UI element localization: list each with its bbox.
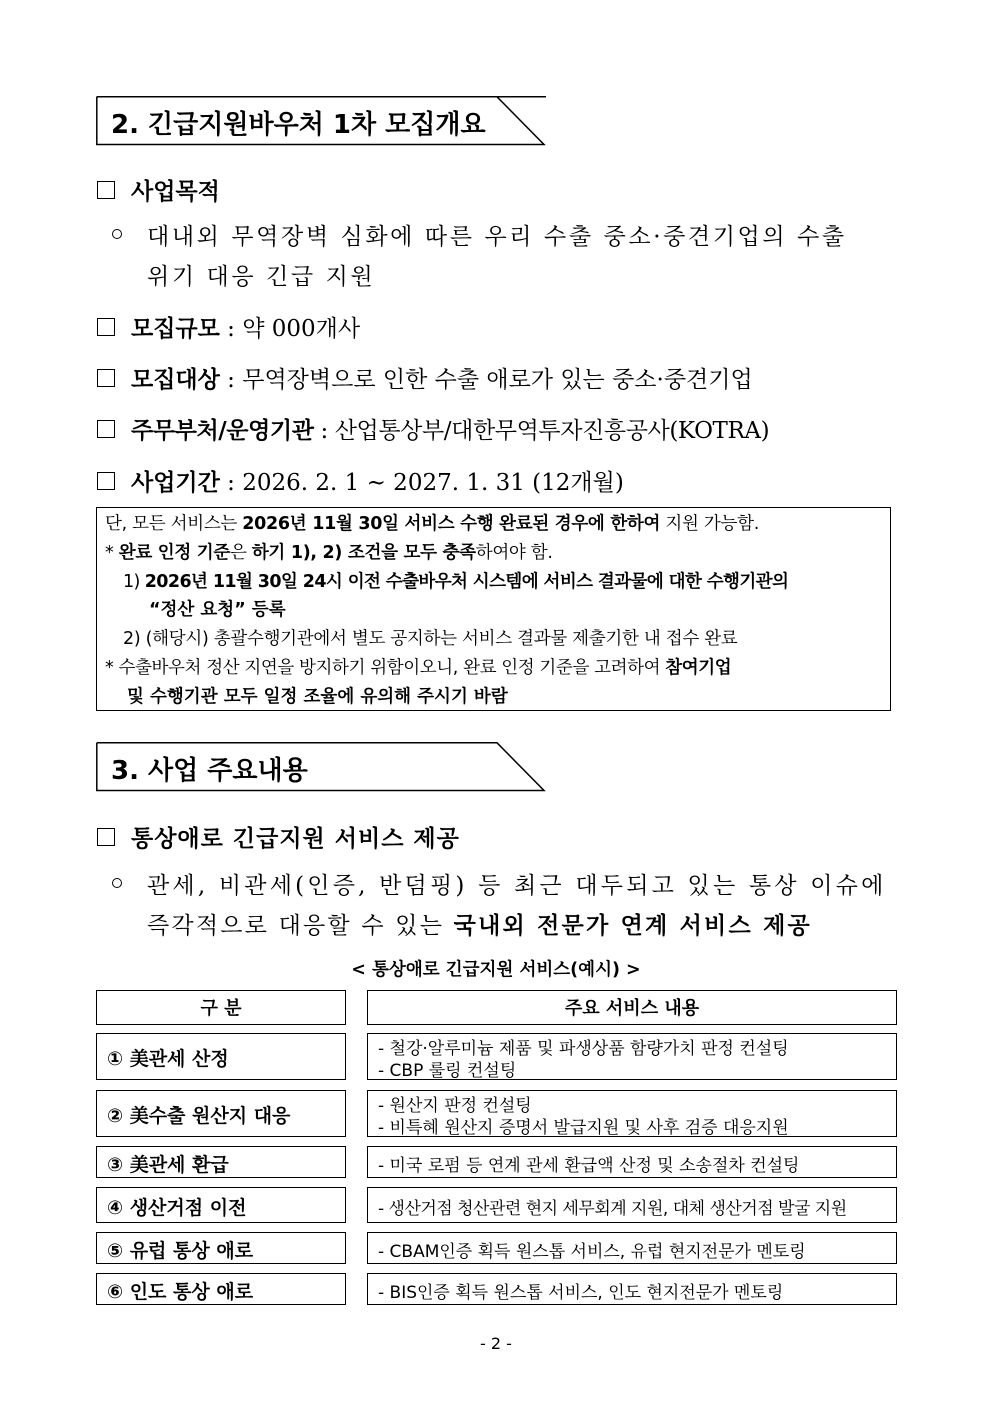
purpose-label: 사업목적: [131, 178, 220, 205]
notice-emphasis: 참여기업: [665, 658, 732, 678]
checkbox-square-icon: [97, 472, 115, 490]
period-value: : 2026. 2. 1 ~ 2027. 1. 31 (12개월): [219, 470, 624, 496]
desc-text: 즉각적으로 대응할 수 있는: [147, 913, 454, 939]
org-row: [131, 412, 769, 445]
table-row-label: [96, 1090, 346, 1137]
table-row-detail: [367, 1187, 897, 1223]
notice-line-2: [105, 539, 553, 564]
purpose-line-2: 위기 대응 긴급 지원: [147, 264, 376, 290]
notice-text: * 수출바우처 정산 지연을 방지하기 위함이오니, 완료 인정 기준을 고려하여: [105, 658, 666, 678]
table-row-detail: [367, 1273, 897, 1305]
row-detail-text: - CBAM인증 획득 원스톱 서비스, 유럽 현지전문가 멘토링: [378, 1242, 806, 1262]
service-desc-line-2: [147, 907, 812, 940]
table-header-category: [96, 990, 346, 1025]
row-detail-text: - BIS인증 획득 원스톱 서비스, 인도 현지전문가 멘토링: [378, 1283, 784, 1303]
notice-line-6: [105, 654, 731, 679]
notice-line-5: 2) (해당시) 총괄수행기관에서 별도 공지하는 서비스 결과물 제출기한 내 접수 완료: [123, 629, 738, 649]
service-desc-line-1: 관세, 비관세(인증, 반덤핑) 등 최근 대두되고 있는 통상 이슈에: [147, 873, 887, 899]
table-caption: < 통상애로 긴급지원 서비스(예시) >: [351, 960, 641, 980]
notice-text: *: [105, 543, 119, 563]
table-row-label: [96, 1273, 346, 1305]
notice-box: [96, 507, 891, 711]
checkbox-square-icon: [97, 420, 115, 438]
target-value: : 무역장벽으로 인한 수출 애로가 있는 중소·중견기업: [219, 367, 753, 393]
row-label-text: ① 美관세 산정: [107, 1048, 229, 1070]
notice-emphasis: 2026년 11월 30일 서비스 수행 완료된 경우에 한하여: [242, 514, 661, 534]
section-3-title: 3. 사업 주요내용: [111, 756, 308, 786]
scale-row: [131, 310, 360, 343]
checkbox-square-icon: [97, 181, 115, 199]
header-text: 주요 서비스 내용: [564, 998, 700, 1019]
table-row-detail: [367, 1146, 897, 1178]
notice-text: 은: [229, 543, 252, 563]
section-2-heading: [96, 96, 546, 144]
period-label: 사업기간: [131, 469, 220, 496]
header-text: 구 분: [200, 998, 242, 1019]
table-header-content: [367, 990, 897, 1025]
purpose-line-1: 대내외 무역장벽 심화에 따른 우리 수출 중소·중견기업의 수출: [147, 224, 847, 250]
row-label-text: ③ 美관세 환급: [107, 1154, 229, 1176]
period-row: [131, 464, 624, 497]
row-label-text: ⑤ 유럽 통상 애로: [107, 1240, 254, 1262]
scale-label: 모집규모: [131, 315, 220, 342]
table-row-detail: [367, 1232, 897, 1264]
table-row-label: [96, 1146, 346, 1178]
row-detail-text: - 생산거점 청산관련 현지 세무회계 지원, 대체 생산거점 발굴 지원: [378, 1199, 847, 1219]
checkbox-square-icon: [97, 369, 115, 387]
desc-emphasis: 국내외 전문가 연계 서비스 제공: [453, 912, 812, 939]
table-row-label: [96, 1232, 346, 1264]
checkbox-square-icon: [97, 318, 115, 336]
table-row-label: [96, 1033, 346, 1080]
table-row-detail: [367, 1090, 897, 1137]
target-row: [131, 361, 753, 394]
notice-line-7: 및 수행기관 모두 일정 조율에 유의해 주시기 바람: [127, 687, 508, 707]
row-detail-text: - 비특혜 원산지 증명서 발급지원 및 사후 검증 대응지원: [378, 1118, 789, 1138]
row-label-text: ⑥ 인도 통상 애로: [107, 1281, 254, 1303]
bullet-circle-icon: [112, 878, 122, 888]
checkbox-square-icon: [97, 828, 115, 846]
notice-text: 하여야 함.: [475, 543, 553, 563]
section-3-heading: [96, 742, 546, 790]
notice-text: 1): [123, 572, 145, 592]
row-label-text: ④ 생산거점 이전: [107, 1197, 247, 1219]
notice-line-1: [105, 510, 759, 535]
service-label: 통상애로 긴급지원 서비스 제공: [131, 825, 460, 852]
notice-line-3: [123, 568, 788, 593]
notice-line-4: “정산 요청” 등록: [149, 600, 286, 620]
bullet-circle-icon: [112, 229, 122, 239]
scale-value: : 약 000개사: [219, 316, 361, 342]
notice-text: 지원 가능함.: [660, 514, 759, 534]
table-row-detail: [367, 1033, 897, 1080]
org-value: : 산업통상부/대한무역투자진흥공사(KOTRA): [313, 418, 770, 444]
target-label: 모집대상: [131, 366, 220, 393]
row-detail-text: - CBP 룰링 컨설팅: [378, 1061, 517, 1081]
row-detail-text: - 원산지 판정 컨설팅: [378, 1096, 532, 1116]
row-detail-text: - 철강·알루미늄 제품 및 파생상품 함량가치 판정 컨설팅: [378, 1039, 789, 1059]
notice-text: 단, 모든 서비스는: [105, 514, 243, 534]
notice-emphasis: 하기 1), 2) 조건을 모두 충족: [251, 543, 476, 563]
org-label: 주무부처/운영기관: [131, 417, 314, 444]
page-number: - 2 -: [480, 1334, 512, 1353]
row-label-text: ② 美수출 원산지 대응: [107, 1105, 291, 1127]
notice-emphasis: 2026년 11월 30일 24시 이전 수출바우처 시스템에 서비스 결과물에 대한 수행기관의: [144, 572, 789, 592]
section-2-title: 2. 긴급지원바우처 1차 모집개요: [111, 110, 486, 140]
row-detail-text: - 미국 로펌 등 연계 관세 환급액 산정 및 소송절차 컨설팅: [378, 1156, 800, 1176]
table-row-label: [96, 1187, 346, 1223]
notice-emphasis: 완료 인정 기준: [118, 543, 230, 563]
